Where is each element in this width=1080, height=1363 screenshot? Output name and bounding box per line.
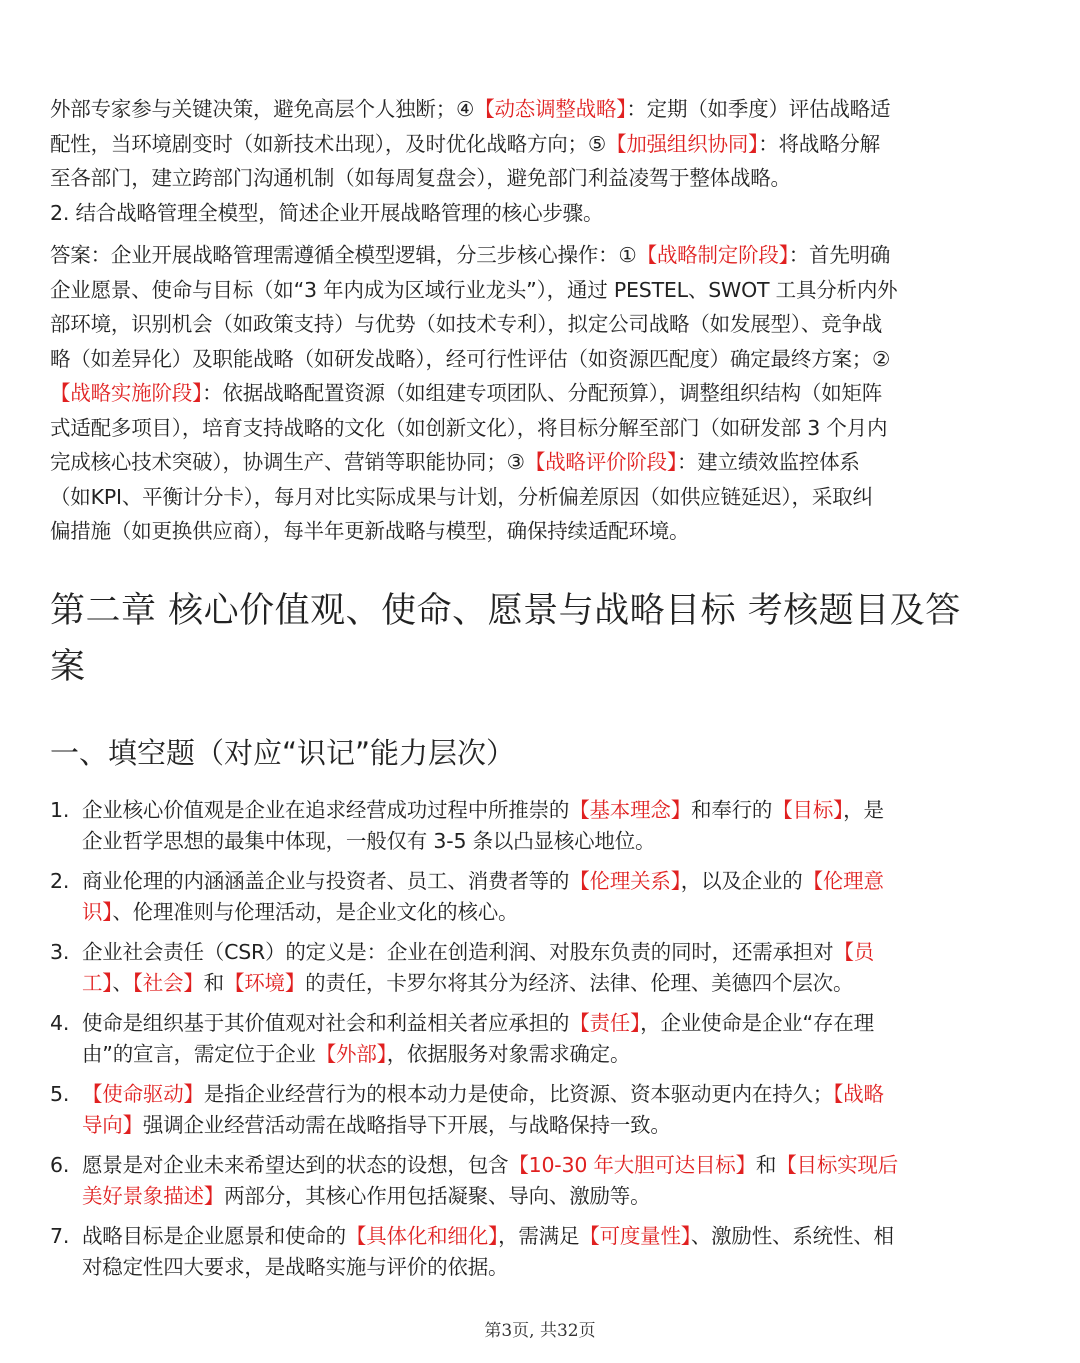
list-item — [50, 866, 910, 929]
text-line — [50, 514, 910, 549]
text-segment: 和 — [203, 971, 224, 995]
highlighted-answer: 【员 — [833, 939, 875, 964]
highlighted-answer: 【社会】 — [132, 971, 204, 995]
text-segment: 和 — [755, 1152, 777, 1177]
text-segment: 企业核心价值观是企业在追求经营成功过程中所推崇的 — [82, 797, 570, 822]
highlighted-answer: 识】 — [82, 900, 113, 924]
text-segment: 外部专家参与关键决策，避免高层个人独断；④ — [50, 97, 475, 121]
highlighted-answer: 【目标】 — [772, 797, 844, 822]
highlighted-answer: 【具体化和细化】 — [345, 1223, 499, 1248]
text-line — [82, 1221, 910, 1253]
list-item — [50, 1150, 910, 1213]
list-item-text — [82, 1221, 910, 1284]
list-item — [50, 1221, 910, 1284]
text-segment: 、 — [112, 971, 133, 995]
text-segment: 的责任，卡罗尔将其分为经济、法律、伦理、美德四个层次。 — [305, 971, 854, 995]
highlighted-answer: 【责任】 — [569, 1010, 641, 1035]
text-line — [82, 866, 910, 898]
page-footer: 第3页, 共32页 — [484, 1321, 596, 1341]
list-item — [50, 1079, 910, 1142]
list-item-number: 6. — [50, 1152, 70, 1177]
text-segment: ，是 — [843, 797, 884, 822]
text-line — [82, 1110, 910, 1142]
highlighted-answer: 【战略实施阶段】 — [50, 381, 203, 405]
chapter-title-line: 案 — [50, 646, 86, 687]
list-item-text — [82, 866, 910, 929]
highlighted-answer: 导向】 — [82, 1113, 143, 1137]
text-segment: 企业哲学思想的最集中体现，一般仅有 3-5 条以凸显核心地位。 — [82, 829, 656, 853]
text-line — [82, 1150, 910, 1182]
highlighted-answer: 【战略 — [833, 1081, 884, 1106]
highlighted-answer: 【战略评价阶段】 — [524, 450, 677, 474]
text-line — [50, 480, 910, 515]
text-line — [50, 411, 910, 446]
text-line — [82, 1252, 910, 1284]
list-item-text — [82, 1008, 910, 1071]
text-segment: 战略目标是企业愿景和使命的 — [82, 1223, 346, 1248]
text-line — [50, 161, 910, 196]
text-line — [82, 795, 910, 827]
text-line — [50, 92, 910, 127]
chapter-title-line: 第二章 核心价值观、使命、愿景与战略目标 考核题目及答 — [50, 590, 961, 631]
list-item-text — [82, 1079, 910, 1142]
highlighted-answer: 工】 — [82, 971, 113, 995]
document-page — [50, 92, 961, 1292]
text-segment: ：建立绩效监控体系 — [676, 450, 860, 474]
text-segment: 企业社会责任（CSR）的定义是：企业在创造利润、对股东负责的同时，还需承担对 — [82, 939, 834, 964]
highlighted-answer: 【基本理念】 — [569, 797, 692, 822]
list-item-number: 3. — [50, 939, 70, 964]
text-segment: 配性，当环境剧变时（如新技术出现），及时优化战略方向；⑤ — [50, 131, 607, 156]
text-segment: 是指企业经营行为的根本动力是使命，比资源、资本驱动更内在持久； — [203, 1081, 834, 1106]
highlighted-answer: 美好景象描述】 — [82, 1184, 225, 1208]
highlighted-answer: 【使命驱动】 — [82, 1081, 204, 1106]
text-line — [50, 342, 910, 377]
text-line — [82, 968, 910, 1000]
text-line — [50, 376, 910, 411]
text-segment: 由”的宣言，需定位于企业 — [82, 1042, 316, 1066]
text-segment: 完成核心技术突破），协调生产、营销等职能协同；③ — [50, 450, 525, 474]
section-title: 一、填空题（对应“识记”能力层次） — [50, 735, 516, 770]
text-line — [50, 445, 910, 480]
chapter-title — [50, 583, 961, 695]
text-segment: （如KPI、平衡计分卡），每月对比实际成果与计划，分析偏差原因（如供应链延迟），采取纠 — [50, 484, 873, 509]
text-segment: 略（如差异化）及职能战略（如研发战略），经可行性评估（如资源匹配度）确定最终方案；② — [50, 346, 891, 371]
text-segment: ：将战略分解 — [758, 131, 880, 156]
list-item-text — [82, 937, 910, 1000]
list-item-number: 7. — [50, 1223, 70, 1248]
highlighted-answer: 【环境】 — [223, 971, 306, 995]
text-line — [82, 897, 910, 929]
highlighted-answer: 【加强组织协同】 — [606, 131, 759, 156]
text-line — [50, 307, 910, 342]
text-line — [82, 1181, 910, 1213]
highlighted-answer: 【目标实现后 — [776, 1152, 899, 1177]
highlighted-answer: 【外部】 — [315, 1042, 387, 1066]
text-segment: ，以及企业的 — [680, 868, 803, 893]
text-segment: 偏措施（如更换供应商），每半年更新战略与模型，确保持续适配环境。 — [50, 519, 690, 543]
text-segment: ，企业使命是企业“存在理 — [640, 1010, 874, 1035]
text-segment: 、伦理准则与伦理活动，是企业文化的核心。 — [112, 900, 519, 924]
answer-2-paragraph — [50, 238, 910, 549]
text-line — [82, 1008, 910, 1040]
list-item — [50, 1008, 910, 1071]
text-line — [50, 127, 910, 162]
question-2: 2. 结合战略管理全模型，简述企业开展战略管理的核心步骤。 — [50, 200, 604, 225]
text-line — [50, 273, 910, 308]
highlighted-answer: 【战略制定阶段】 — [636, 243, 789, 267]
highlighted-answer: 【动态调整战略】 — [474, 97, 627, 121]
list-item-text — [82, 795, 910, 858]
text-line — [50, 238, 910, 273]
intro-paragraph — [50, 92, 910, 196]
highlighted-answer: 【伦理关系】 — [569, 868, 681, 893]
text-segment: 企业愿景、使命与目标（如“3 年内成为区域行业龙头”），通过 PESTEL、SWOT 工具分析内外 — [50, 277, 898, 302]
text-line — [82, 1079, 910, 1111]
text-line — [82, 1039, 910, 1071]
text-segment: 和奉行的 — [691, 797, 773, 822]
text-segment: 答案：企业开展战略管理需遵循全模型逻辑，分三步核心操作：① — [50, 243, 637, 267]
list-item-number: 5. — [50, 1081, 70, 1106]
text-line — [82, 937, 910, 969]
list-item — [50, 937, 910, 1000]
highlighted-answer: 【伦理意 — [802, 868, 884, 893]
highlighted-answer: 【可度量性】 — [579, 1223, 691, 1248]
text-segment: 两部分，其核心作用包括凝聚、导向、激励等。 — [224, 1184, 651, 1208]
highlighted-answer: 【10-30 年大胆可达目标】 — [508, 1152, 756, 1177]
text-segment: 商业伦理的内涵涵盖企业与投资者、员工、消费者等的 — [82, 868, 570, 893]
text-segment: 式适配多项目），培育支持战略的文化（如创新文化），将目标分解至部门（如研发部 3 个月内 — [50, 415, 888, 440]
list-item — [50, 795, 910, 858]
text-segment: ：依据战略配置资源（如组建专项团队、分配预算），调整组织结构（如矩阵 — [202, 381, 883, 405]
text-segment: 至各部门，建立跨部门沟通机制（如每周复盘会），避免部门利益凌驾于整体战略。 — [50, 166, 791, 190]
text-segment: 愿景是对企业未来希望达到的状态的设想，包含 — [82, 1152, 509, 1177]
text-line — [82, 826, 910, 858]
text-segment: ，依据服务对象需求确定。 — [386, 1042, 631, 1066]
text-segment: ：定期（如季度）评估战略适 — [626, 97, 891, 121]
text-segment: ：首先明确 — [788, 243, 891, 267]
text-segment: 使命是组织基于其价值观对社会和利益相关者应承担的 — [82, 1010, 570, 1035]
text-segment: 、激励性、系统性、相 — [690, 1223, 894, 1248]
list-item-text — [82, 1150, 910, 1213]
list-item-number: 1. — [50, 797, 70, 822]
text-segment: 部环境，识别机会（如政策支持）与优势（如技术专利），拟定公司战略（如发展型）、竞争战 — [50, 312, 883, 336]
text-segment: ，需满足 — [498, 1223, 580, 1248]
list-item-number: 2. — [50, 868, 70, 893]
text-segment: 对稳定性四大要求，是战略实施与评价的依据。 — [82, 1255, 509, 1279]
text-segment: 强调企业经营活动需在战略指导下开展，与战略保持一致。 — [142, 1113, 671, 1137]
list-item-number: 4. — [50, 1010, 70, 1035]
fill-in-list — [50, 795, 910, 1284]
